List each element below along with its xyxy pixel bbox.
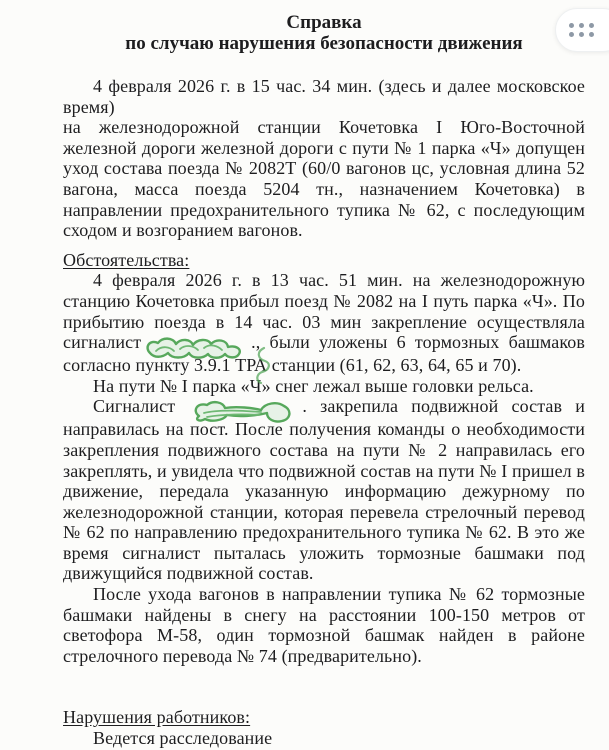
paragraph-investigation: Ведется расследование: [93, 728, 273, 749]
section-heading-circumstances: Обстоятельства:: [63, 249, 190, 270]
paragraph-arrival-text-before: 4 февраля 2026 г. в 13 час. 51 мин. на железнодорожную станцию Кочетовка прибыл поезд № 2082 на I путь парка «Ч». По прибытию поезда в 14 час. 03 мин закрепление осуществляла сигналист: [63, 270, 585, 353]
doc-title: Справка: [286, 12, 362, 33]
paragraph-snow: На пути № I парка «Ч» снег лежал выше головки рельса.: [93, 375, 534, 396]
paragraph-signalist-text-before: Сигналист: [93, 396, 189, 417]
paragraph-aftermath: После ухода вагонов в направлении тупика № 62 тормозные башмаки найдены в снегу на расстоянии 100-150 метров от светофора М-58, один тормозной башмак найден в районе стрелочного перевода № 74 (предварительно).: [63, 584, 585, 666]
doc-subtitle: по случаю нарушения безопасности движения: [125, 33, 523, 54]
dot: [589, 23, 594, 28]
dot: [589, 32, 594, 37]
paragraph-signalist: [63, 396, 585, 584]
paragraph-datetime: 4 февраля 2026 г. в 15 час. 34 мин. (здесь и далее московское время): [63, 76, 585, 117]
paragraph-arrival-text-after: ., были уложены 6 тормозных башмаков согласно пункту 3.9.1 ТРА станции (61, 62, 63, 64, 65 и 70).: [63, 332, 585, 376]
paragraph-signalist-text-after: . закрепила подвижной состав и направилась на пост. После получения команды о необходимости закрепления подвижного состава на пути № 2 направилась его закреплять, и увидела что подвижной состав на пути № I пришел в движение, передала указанную информацию дежурному по железнодорожной станции, которая перевела стрелочный перевод № 62 по направлению предохранительного тупика № 62. В это же время сигналист пыталась уложить тормозные башмаки под движущийся подвижной состав.: [63, 396, 585, 584]
section-heading-violations: Нарушения работников:: [63, 707, 251, 728]
document-content: [63, 12, 585, 749]
paragraph-incident: на железнодорожной станции Кочетовка I Юго-Восточной железной дороги железной дороги с пути № 1 парка «Ч» допущен уход состава поезда № 2082Т (60/0 вагонов цс, условная длина 52 вагона, масса поезда 5204 тн., назначением Кочетовка) в направлении предохранительного тупика № 62, с последующим сходом и возгоранием вагонов.: [63, 117, 585, 241]
paragraph-arrival: [63, 270, 585, 375]
